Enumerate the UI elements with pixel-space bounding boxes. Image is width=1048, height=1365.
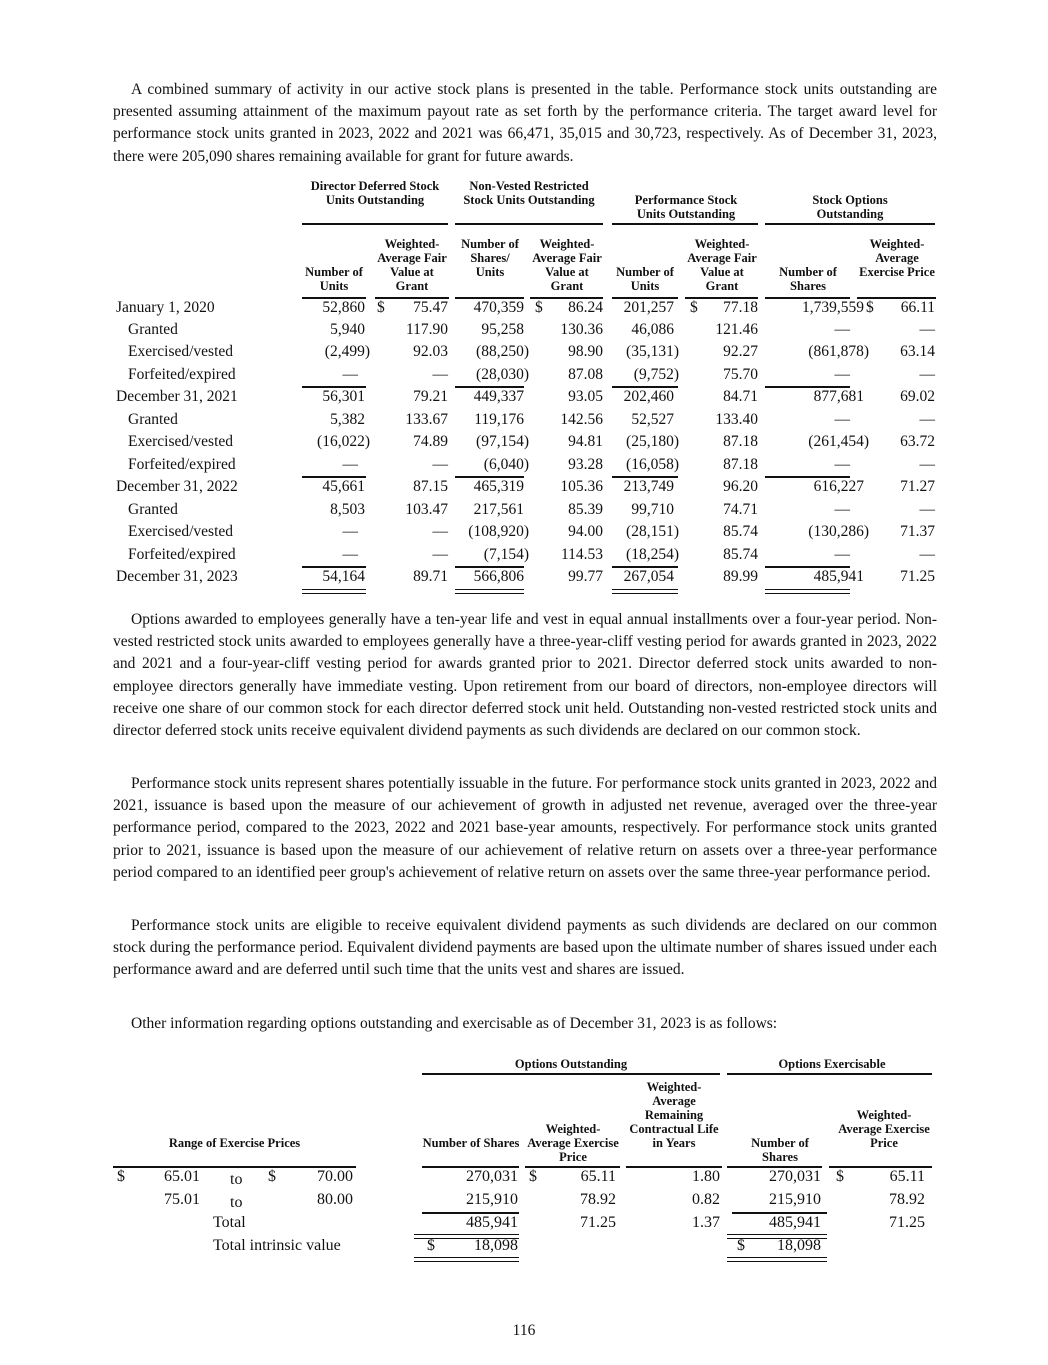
row-label: January 1, 2020 [116,299,215,316]
cell-rsu-fair-value: 85.39 [568,501,603,518]
group-rule [727,1073,932,1075]
cell-so-shares: — [834,366,850,383]
currency-symbol: $ [866,299,874,316]
double-rule [414,1257,519,1262]
range-low: 75.01 [164,1191,200,1208]
cell-psu-fair-value: 77.18 [723,299,758,316]
group-rule [455,223,603,225]
row-label: Forfeited/expired [128,546,236,563]
cell-ddsu-fair-value: 92.03 [413,343,448,360]
cell-out-number: 485,941 [466,1214,518,1231]
currency-symbol: $ [690,299,698,316]
row-label: December 31, 2023 [116,568,238,585]
currency-symbol: $ [737,1237,745,1254]
cell-psu-fair-value: 84.71 [723,388,758,405]
cell-out-intrinsic: 18,098 [474,1237,518,1254]
range-high: 80.00 [317,1191,353,1208]
total-double-rule [455,589,524,594]
currency-symbol: $ [377,299,385,316]
cell-ddsu-fair-value: 79.21 [413,388,448,405]
cell-ex-price: 65.11 [889,1168,925,1185]
cell-ddsu-units: — [342,523,358,540]
row-label: Granted [128,501,178,518]
cell-rsu-shares: 119,176 [474,411,524,428]
cell-rsu-fair-value: 114.53 [560,546,603,563]
cell-so-shares: — [834,456,850,473]
cell-ddsu-units: 8,503 [330,501,365,518]
cell-rsu-shares: (6,040) [483,456,529,473]
cell-psu-fair-value: 133.40 [715,411,758,428]
cell-ex-intrinsic: 18,098 [777,1237,821,1254]
col-header-ddsu-fair-value: Weighted-Average Fair Value at Grant [377,237,447,293]
cell-psu-units: 267,054 [623,568,674,585]
cell-psu-units: 202,460 [623,388,674,405]
cell-rsu-fair-value: 94.00 [568,523,603,540]
cell-psu-fair-value: 87.18 [723,433,758,450]
cell-psu-fair-value: 96.20 [723,478,758,495]
cell-so-shares: — [834,321,850,338]
col-header-rsu-shares: Number of Shares/ Units [461,237,519,279]
cell-so-price: 63.14 [900,343,935,360]
cell-rsu-fair-value: 87.08 [568,366,603,383]
cell-rsu-shares: 470,359 [473,299,524,316]
cell-rsu-fair-value: 98.90 [568,343,603,360]
group-header-exercisable: Options Exercisable [778,1057,886,1071]
cell-psu-units: (18,254) [626,546,679,563]
group-rule [422,1073,720,1075]
cell-so-shares: 877,681 [813,388,864,405]
row-label: December 31, 2021 [116,388,238,405]
cell-so-shares: — [834,546,850,563]
row-label: Exercised/vested [128,343,234,360]
cell-so-shares: 616,227 [813,478,864,495]
cell-psu-fair-value: 87.18 [723,456,758,473]
cell-ddsu-units: (16,022) [317,433,370,450]
cell-ex-number: 215,910 [769,1191,821,1208]
cell-so-shares: (261,454) [808,433,869,450]
cell-ddsu-fair-value: 87.15 [413,478,448,495]
currency-symbol: $ [529,1168,537,1185]
cell-so-price: 69.02 [900,388,935,405]
total-double-rule [302,589,366,594]
cell-rsu-fair-value: 142.56 [560,411,603,428]
cell-so-price: 71.25 [900,568,935,585]
col-header-ex-price: Weighted-Average Exercise Price [838,1108,930,1150]
row-label: Granted [128,321,178,338]
cell-so-price: — [919,501,935,518]
cell-psu-fair-value: 85.74 [723,523,758,540]
cell-ddsu-units: 56,301 [322,388,365,405]
cell-ddsu-fair-value: — [432,546,448,563]
total-double-rule [765,589,850,594]
cell-rsu-fair-value: 86.24 [568,299,603,316]
options-vesting-paragraph: Options awarded to employees generally have a ten-year life and vest in equal annual installments over a four-year period. Non-vested restricted stock units awarded to employees generally have a three-year-cliff vesting period for awards granted in 2023, 2022 and 2021 and a four-year-cliff vesting period for awards granted prior to 2021. Director deferred stock units awarded to non-employee directors generally have immediate vesting. Upon retirement from our board of directors, non-employee directors will receive one share of our common stock for each director deferred stock unit held. Outstanding non-vested restricted stock units and director deferred stock units receive equivalent dividend payments as such dividends are declared on our common stock. [113,611,937,740]
cell-ddsu-fair-value: 74.89 [413,433,448,450]
col-header-ex-number: Number of Shares [751,1136,809,1164]
group-header-so: Stock Options Outstanding [812,193,888,221]
row-label: Forfeited/expired [128,456,236,473]
col-header-so-shares: Number of Shares [779,265,837,293]
cell-psu-fair-value: 89.99 [723,568,758,585]
cell-rsu-fair-value: 99.77 [568,568,603,585]
range-connector: to [230,1171,243,1188]
cell-ddsu-units: — [342,366,358,383]
range-low: 65.01 [164,1168,200,1185]
cell-rsu-shares: (97,154) [476,433,529,450]
cell-rsu-shares: (88,250) [476,343,529,360]
cell-out-number: 215,910 [466,1191,518,1208]
cell-rsu-fair-value: 94.81 [568,433,603,450]
total-double-rule [612,589,678,594]
currency-symbol: $ [268,1168,276,1185]
cell-ddsu-fair-value: 75.47 [413,299,448,316]
cell-rsu-shares: 95,258 [481,321,524,338]
currency-symbol: $ [117,1168,125,1185]
cell-so-price: 71.27 [900,478,935,495]
cell-ddsu-fair-value: 117.90 [405,321,448,338]
cell-so-price: — [919,366,935,383]
cell-ex-price: 71.25 [889,1214,925,1231]
cell-so-shares: — [834,411,850,428]
cell-so-shares: (130,286) [808,523,869,540]
range-connector: to [230,1194,243,1211]
cell-ddsu-units: 52,860 [322,299,365,316]
cell-out-life: 1.37 [692,1214,720,1231]
cell-psu-fair-value: 92.27 [723,343,758,360]
cell-rsu-shares: (108,920) [468,523,529,540]
cell-ex-price: 78.92 [889,1191,925,1208]
cell-psu-units: 46,086 [631,321,674,338]
group-rule [612,223,758,225]
cell-so-shares: 485,941 [813,568,864,585]
cell-so-shares: — [834,501,850,518]
cell-so-shares: (861,878) [808,343,869,360]
group-header-ddsu: Director Deferred Stock Units Outstanding [310,179,440,207]
cell-so-price: — [919,411,935,428]
cell-rsu-shares: (28,030) [476,366,529,383]
cell-rsu-shares: 465,319 [473,478,524,495]
currency-symbol: $ [535,299,543,316]
col-header-ddsu-units: Number of Units [305,265,363,293]
col-header-so-price: Weighted-Average Exercise Price [859,237,935,279]
col-header-range: Range of Exercise Prices [168,1136,301,1150]
group-header-psu: Performance Stock Units Outstanding [634,193,738,221]
cell-rsu-shares: (7,154) [483,546,529,563]
col-header-out-price: Weighted-Average Exercise Price [527,1122,619,1164]
cell-ddsu-units: 5,382 [330,411,365,428]
group-header-outstanding: Options Outstanding [514,1057,628,1071]
col-header-psu-fair-value: Weighted-Average Fair Value at Grant [687,237,757,293]
cell-out-price: 71.25 [580,1214,616,1231]
cell-ddsu-units: 45,661 [322,478,365,495]
cell-ddsu-units: 54,164 [322,568,365,585]
cell-psu-units: (25,180) [626,433,679,450]
row-label: Exercised/vested [128,433,234,450]
cell-rsu-fair-value: 105.36 [560,478,603,495]
row-label: Exercised/vested [128,523,234,540]
col-header-out-life: Weighted-Average Remaining Contractual Life in Years [629,1080,719,1150]
cell-psu-fair-value: 74.71 [723,501,758,518]
cell-out-life: 0.82 [692,1191,720,1208]
range-high: 70.00 [317,1168,353,1185]
cell-out-life: 1.80 [692,1168,720,1185]
cell-ddsu-fair-value: 103.47 [405,501,448,518]
cell-out-price: 78.92 [580,1191,616,1208]
other-info-paragraph: Other information regarding options outstanding and exercisable as of December 31, 2023 is as follows: [131,1015,778,1032]
cell-psu-fair-value: 121.46 [715,321,758,338]
cell-so-price: 71.37 [900,523,935,540]
currency-symbol: $ [836,1168,844,1185]
row-label: Granted [128,411,178,428]
intro-paragraph: A combined summary of activity in our active stock plans is presented in the table. Performance stock units outstanding are presented assuming attainment of the maximum payout rate as set forth by the performance criteria. The target award level for performance stock units granted in 2023, 2022 and 2021 was 66,471, 35,015 and 30,723, respectively. As of December 31, 2023, there were 205,090 shares remaining available for grant for future awards. [113,81,937,165]
cell-so-price: — [919,321,935,338]
cell-so-price: 63.72 [900,433,935,450]
cell-ex-number: 485,941 [769,1214,821,1231]
cell-psu-units: (9,752) [633,366,679,383]
page-number: 116 [512,1322,536,1339]
intrinsic-label: Total intrinsic value [213,1237,341,1254]
cell-ex-number: 270,031 [769,1168,821,1185]
cell-ddsu-units: — [342,546,358,563]
cell-rsu-fair-value: 93.05 [568,388,603,405]
cell-psu-units: (35,131) [626,343,679,360]
col-header-psu-units: Number of Units [616,265,674,293]
group-rule [765,223,935,225]
group-header-rsu: Non-Vested Restricted Stock Units Outstanding [463,179,595,207]
cell-ddsu-fair-value: — [432,456,448,473]
cell-ddsu-units: — [342,456,358,473]
cell-psu-units: 201,257 [623,299,674,316]
cell-ddsu-fair-value: 133.67 [405,411,448,428]
cell-ddsu-units: (2,499) [324,343,370,360]
cell-so-shares: 1,739,559 [802,299,864,316]
psu-dividends-paragraph: Performance stock units are eligible to receive equivalent dividend payments as such dividends are declared on our common stock during the performance period. Equivalent dividend payments are based upon the ultimate number of shares issued under each performance award and are deferred until such time that the units vest and shares are issued. [113,917,937,979]
cell-ddsu-fair-value: — [432,366,448,383]
row-label: December 31, 2022 [116,478,238,495]
col-header-rsu-fair-value: Weighted-Average Fair Value at Grant [532,237,602,293]
total-label: Total [213,1214,246,1231]
cell-ddsu-fair-value: 89.71 [413,568,448,585]
col-header-out-number: Number of Shares [422,1136,520,1150]
cell-so-price: — [919,456,935,473]
cell-psu-fair-value: 75.70 [723,366,758,383]
cell-psu-units: 213,749 [623,478,674,495]
cell-psu-units: 99,710 [631,501,674,518]
cell-so-price: — [919,546,935,563]
cell-rsu-shares: 449,337 [473,388,524,405]
cell-out-number: 270,031 [466,1168,518,1185]
cell-rsu-fair-value: 130.36 [560,321,603,338]
cell-rsu-fair-value: 93.28 [568,456,603,473]
cell-ddsu-units: 5,940 [330,321,365,338]
cell-so-price: 66.11 [900,299,935,316]
cell-psu-units: 52,527 [631,411,674,428]
cell-psu-units: (28,151) [626,523,679,540]
cell-rsu-shares: 566,806 [473,568,524,585]
cell-psu-units: (16,058) [626,456,679,473]
group-rule [302,223,448,225]
cell-out-price: 65.11 [580,1168,616,1185]
cell-psu-fair-value: 85.74 [723,546,758,563]
cell-rsu-shares: 217,561 [473,501,524,518]
currency-symbol: $ [427,1237,435,1254]
cell-ddsu-fair-value: — [432,523,448,540]
psu-issuance-paragraph: Performance stock units represent shares potentially issuable in the future. For performance stock units granted in 2023, 2022 and 2021, issuance is based upon the measure of our achievement of growth in adjusted net revenue, averaged over the three-year performance period, compared to the 2023, 2022 and 2021 base-year amounts, respectively. For performance stock units granted prior to 2021, issuance is based upon the measure of our achievement of relative return on assets over a three-year performance period compared to an identified peer group's achievement of relative return on assets over the same three-year performance period. [113,775,937,881]
row-label: Forfeited/expired [128,366,236,383]
double-rule [727,1257,827,1262]
